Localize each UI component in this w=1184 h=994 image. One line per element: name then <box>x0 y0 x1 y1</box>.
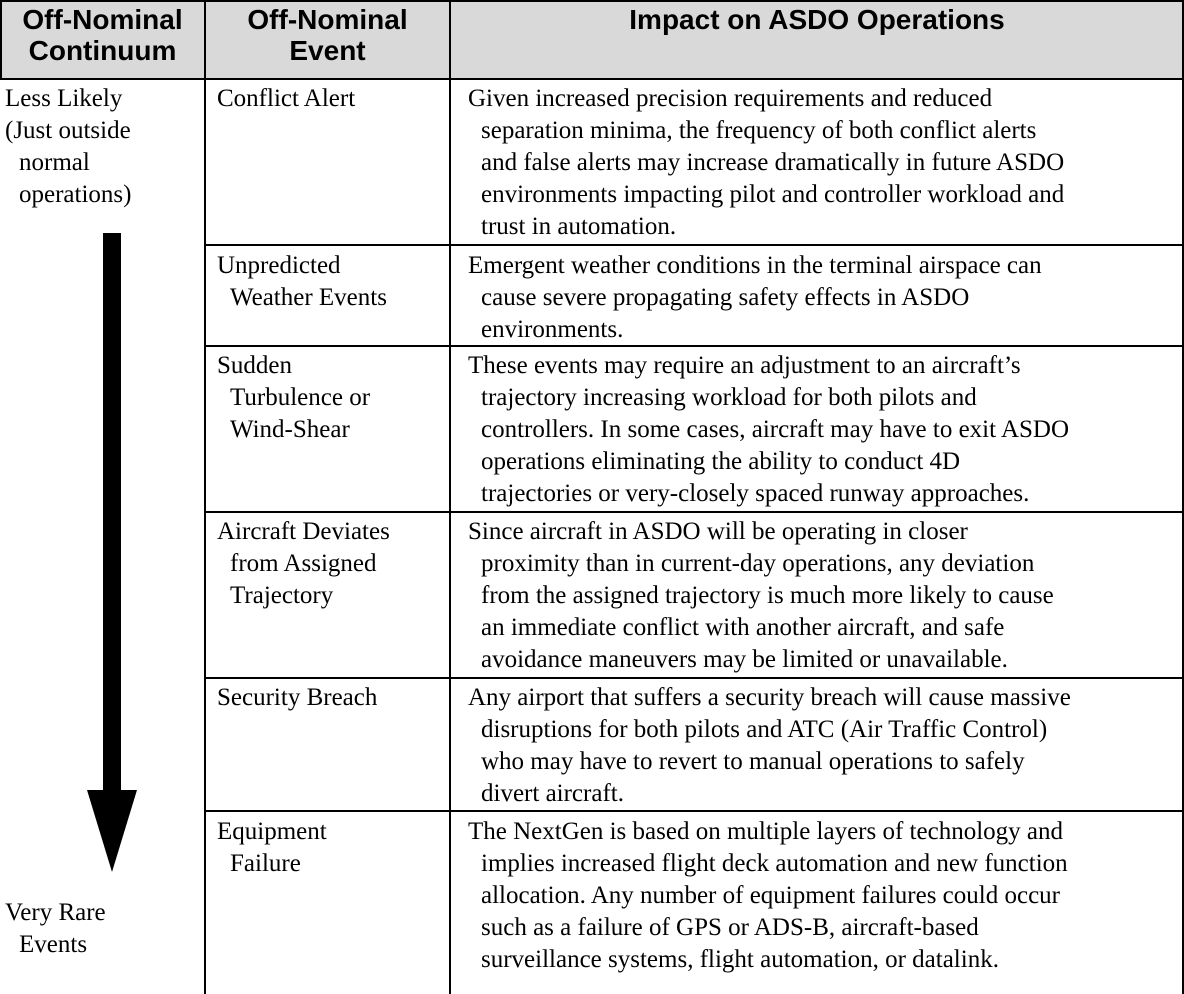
event-cell-unpredicted-weather <box>205 250 445 314</box>
continuum-top-label <box>0 83 205 211</box>
impact-line: and false alerts may increase dramatically in future ASDO <box>481 149 1065 176</box>
header-impact-label: Impact on ASDO Operations <box>629 4 1005 35</box>
event-line: Conflict Alert <box>217 85 356 112</box>
impact-line: controllers. In some cases, aircraft may have to exit ASDO <box>481 416 1070 443</box>
impact-line: These events may require an adjustment to an aircraft’s <box>468 352 1021 379</box>
event-line: Turbulence or <box>230 384 371 411</box>
impact-line: cause severe propagating safety effects in ASDO <box>481 284 970 311</box>
impact-line: environments impacting pilot and controller workload and <box>481 181 1065 208</box>
event-line: Weather Events <box>230 284 387 311</box>
continuum-bottom-label <box>0 897 205 961</box>
impact-cell-conflict-alert <box>450 83 1184 243</box>
continuum-top-line-3: normal <box>19 149 90 176</box>
impact-line: trajectories or very-closely spaced runway approaches. <box>481 480 1030 507</box>
left-border-header <box>0 0 2 78</box>
event-line: Wind-Shear <box>230 416 350 443</box>
impact-line: who may have to revert to manual operations to safely <box>481 748 1025 775</box>
event-cell-equipment-failure <box>205 816 445 880</box>
event-line: from Assigned <box>230 550 377 577</box>
table-top-border <box>0 0 1184 2</box>
impact-line: Given increased precision requirements and reduced <box>468 85 993 112</box>
continuum-bottom-line-2: Events <box>19 931 88 958</box>
impact-line: avoidance maneuvers may be limited or unavailable. <box>481 646 1008 673</box>
event-cell-aircraft-deviates <box>205 516 445 612</box>
impact-cell-aircraft-deviates <box>450 516 1184 676</box>
event-line: Failure <box>230 850 301 877</box>
impact-line: The NextGen is based on multiple layers of technology and <box>468 818 1063 845</box>
header-continuum <box>0 0 205 79</box>
row-divider-5 <box>205 810 1184 812</box>
event-line: Sudden <box>217 352 292 379</box>
header-continuum-line-1: Off-Nominal <box>22 4 183 35</box>
continuum-arrow-shaft <box>103 233 121 793</box>
impact-line: environments. <box>481 316 624 343</box>
header-event-line-2: Event <box>289 35 366 66</box>
event-cell-conflict-alert <box>205 83 445 115</box>
row-divider-4 <box>205 677 1184 679</box>
impact-cell-unpredicted-weather <box>450 250 1184 346</box>
event-cell-security-breach <box>205 682 445 714</box>
impact-line: disruptions for both pilots and ATC (Air Traffic Control) <box>481 716 1048 743</box>
impact-line: Any airport that suffers a security breach will cause massive <box>468 684 1071 711</box>
impact-line: divert aircraft. <box>481 780 624 807</box>
impact-line: allocation. Any number of equipment failures could occur <box>481 882 1060 909</box>
impact-line: separation minima, the frequency of both conflict alerts <box>481 117 1037 144</box>
impact-line: implies increased flight deck automation and new function <box>481 850 1068 877</box>
impact-line: Emergent weather conditions in the terminal airspace can <box>468 252 1042 279</box>
event-cell-sudden-turbulence <box>205 350 445 446</box>
impact-line: operations eliminating the ability to conduct 4D <box>481 448 961 475</box>
impact-line: trajectory increasing workload for both pilots and <box>481 384 977 411</box>
continuum-arrow-down-icon <box>87 790 137 872</box>
event-line: Security Breach <box>217 684 378 711</box>
impact-line: proximity than in current-day operations, any deviation <box>481 550 1035 577</box>
row-divider-3 <box>205 511 1184 513</box>
event-line: Equipment <box>217 818 327 845</box>
impact-cell-sudden-turbulence <box>450 350 1184 510</box>
impact-line: surveillance systems, flight automation, or datalink. <box>481 946 999 973</box>
continuum-bottom-line-1: Very Rare <box>5 899 106 926</box>
event-line: Unpredicted <box>217 252 341 279</box>
header-impact <box>450 0 1184 79</box>
impact-cell-security-breach <box>450 682 1184 810</box>
impact-line: such as a failure of GPS or ADS-B, aircraft-based <box>481 914 979 941</box>
event-line: Aircraft Deviates <box>217 518 390 545</box>
header-bottom-border <box>0 78 1184 80</box>
row-divider-1 <box>205 244 1184 246</box>
continuum-top-line-2: (Just outside <box>5 117 131 144</box>
impact-line: from the assigned trajectory is much more likely to cause <box>481 582 1054 609</box>
impact-line: trust in automation. <box>481 213 677 240</box>
event-line: Trajectory <box>230 582 334 609</box>
header-continuum-line-2: Continuum <box>28 35 177 66</box>
continuum-top-line-4: operations) <box>19 181 132 208</box>
impact-line: an immediate conflict with another aircraft, and safe <box>481 614 1005 641</box>
header-event-line-1: Off-Nominal <box>247 4 408 35</box>
continuum-top-line-1: Less Likely <box>5 85 123 112</box>
header-event <box>205 0 450 79</box>
impact-cell-equipment-failure <box>450 816 1184 976</box>
impact-line: Since aircraft in ASDO will be operating in closer <box>468 518 968 545</box>
